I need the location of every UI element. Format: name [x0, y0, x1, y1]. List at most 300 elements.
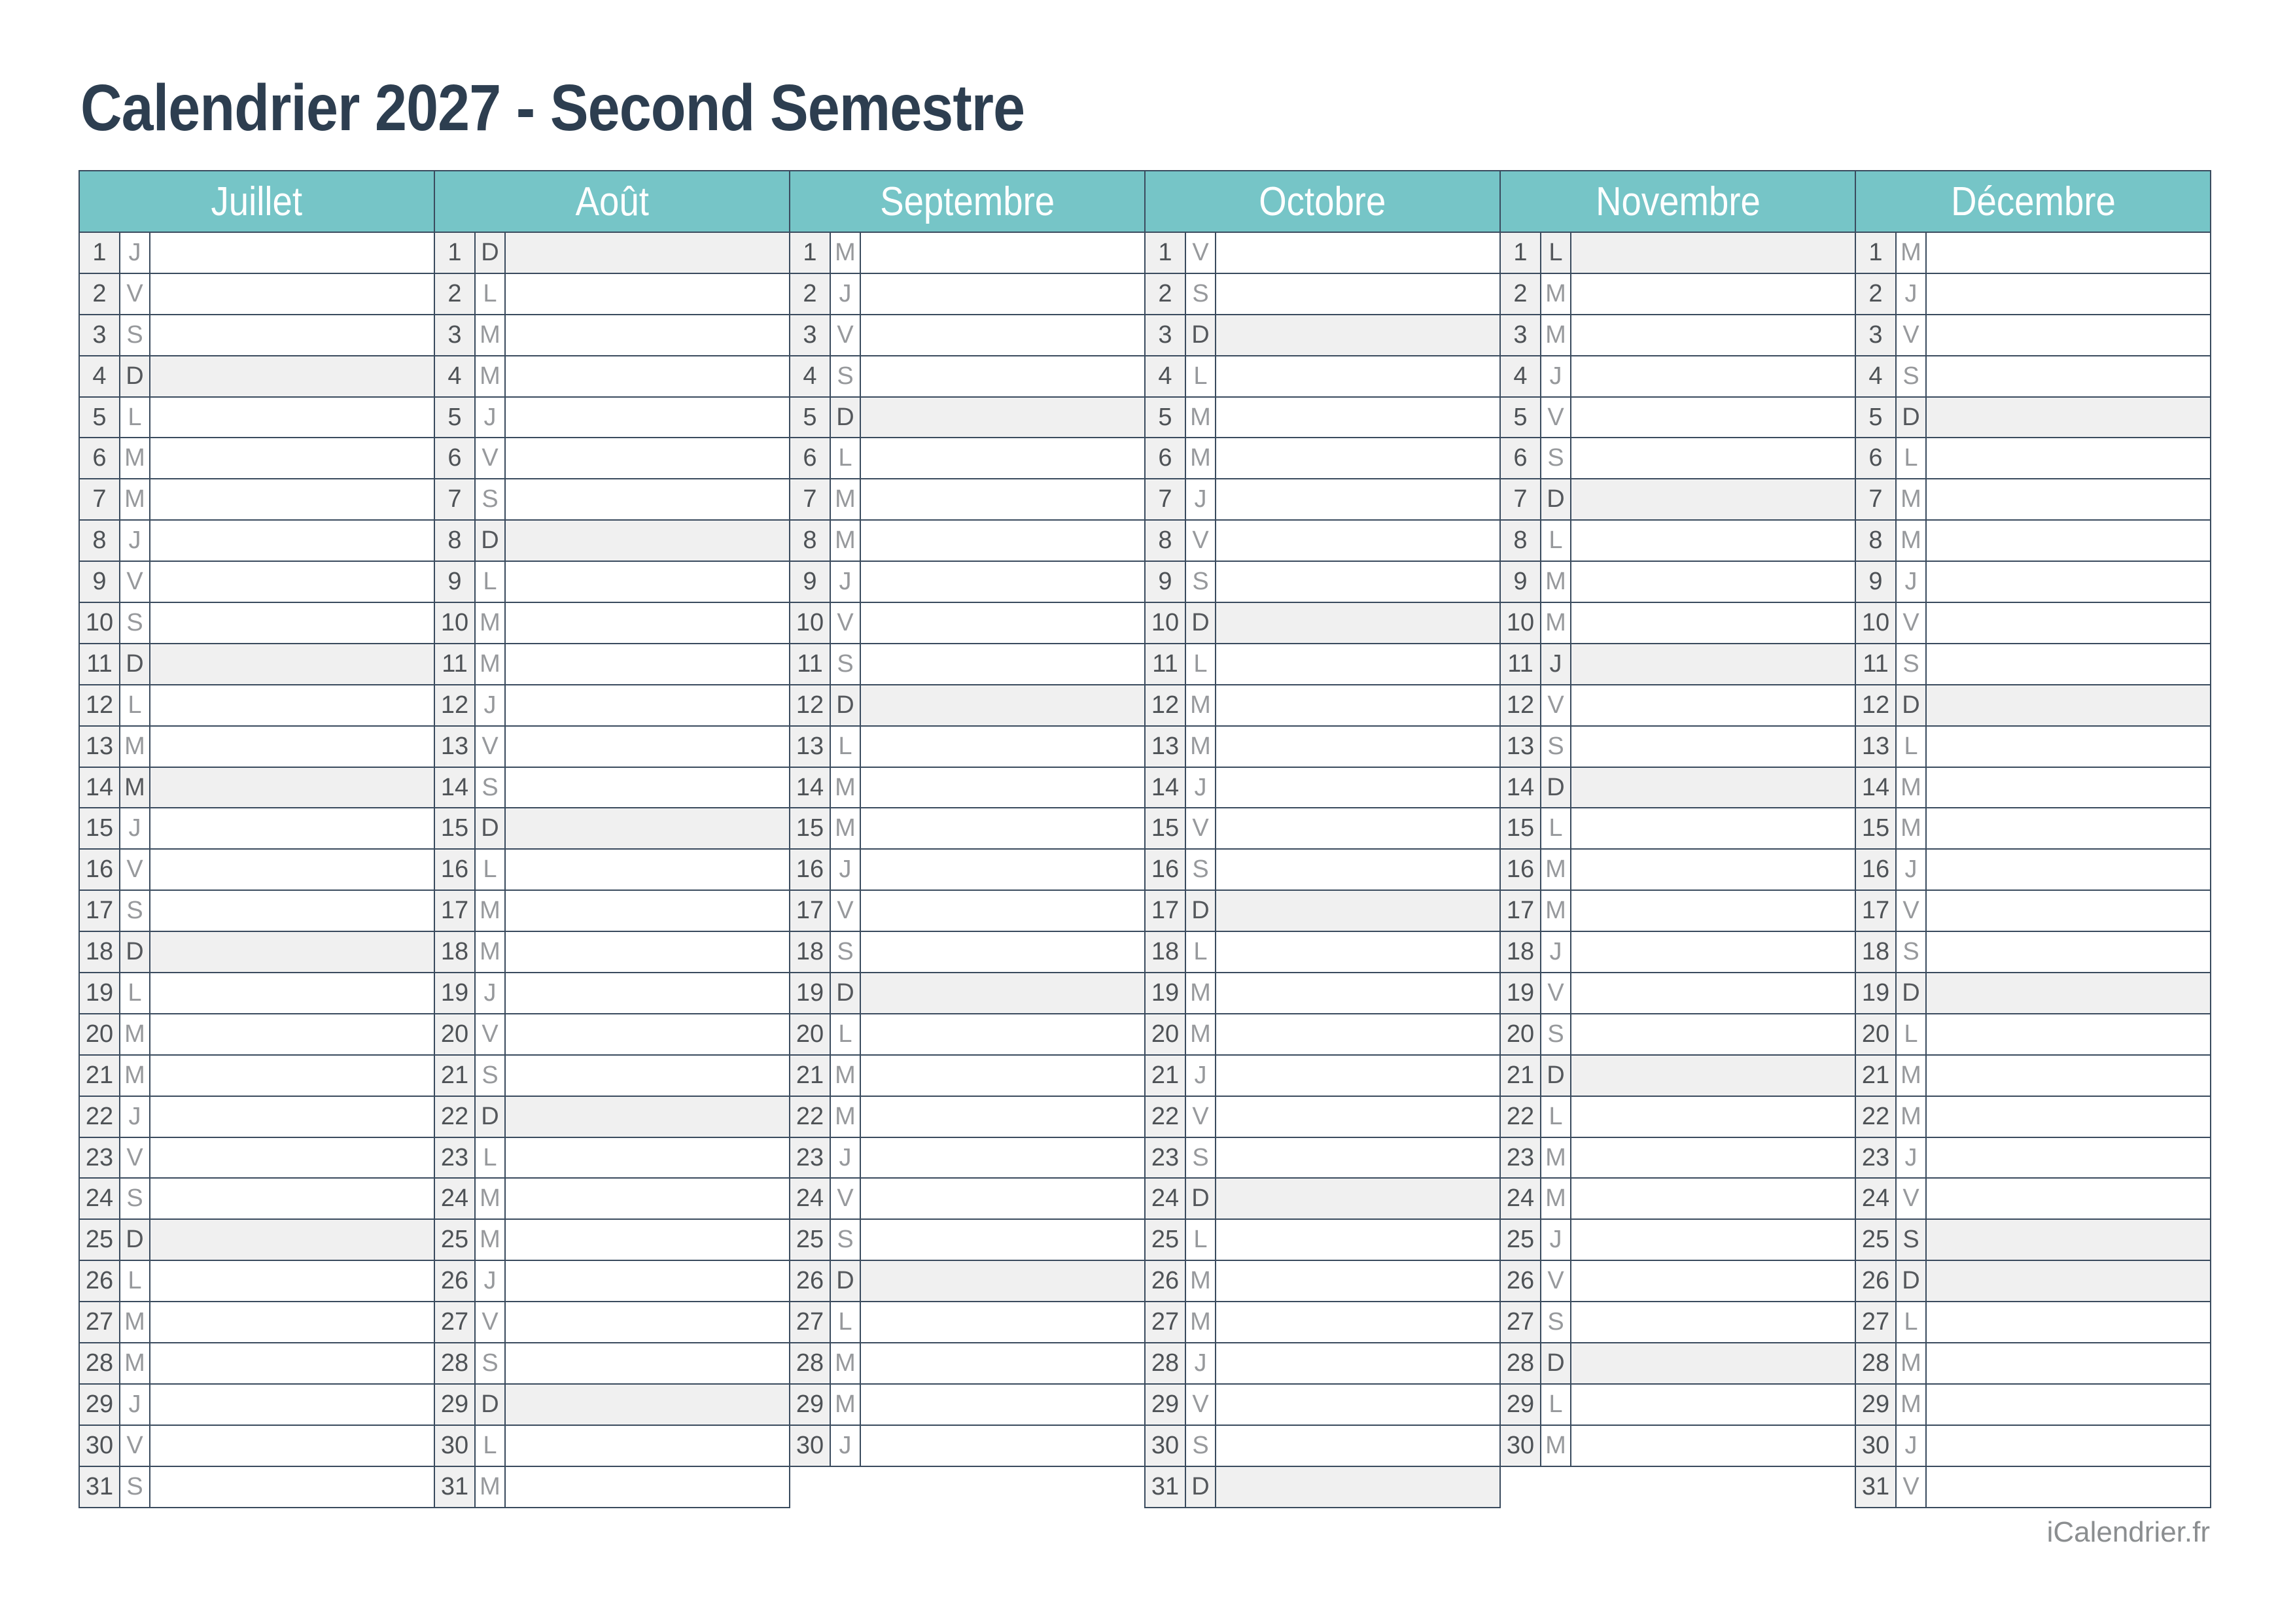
day-row-decembre-6	[1856, 438, 2210, 479]
day-note-area	[1927, 1343, 2210, 1383]
day-note-area	[1216, 808, 1499, 848]
day-note-area	[861, 1302, 1144, 1342]
day-number: 25	[1146, 1220, 1186, 1260]
day-row-octobre-2	[1146, 274, 1499, 315]
day-note-area	[506, 891, 789, 931]
day-note-area	[150, 644, 434, 684]
day-note-area	[1927, 274, 2210, 314]
day-number: 13	[790, 727, 831, 767]
day-number: 10	[1856, 603, 1897, 643]
day-number: 4	[790, 356, 831, 396]
day-note-area	[506, 932, 789, 972]
day-note-area	[1216, 973, 1499, 1013]
day-number: 6	[435, 438, 476, 478]
day-row-decembre-11	[1856, 644, 2210, 685]
day-row-octobre-16	[1146, 850, 1499, 891]
day-letter: D	[1541, 479, 1571, 519]
day-note-area	[150, 808, 434, 848]
day-row-septembre-9	[790, 562, 1144, 603]
day-row-octobre-13	[1146, 727, 1499, 768]
day-number: 3	[80, 315, 120, 355]
day-number: 18	[435, 932, 476, 972]
day-row-decembre-18	[1856, 932, 2210, 973]
day-letter: V	[120, 1138, 150, 1178]
day-row-octobre-9	[1146, 562, 1499, 603]
day-letter: M	[476, 315, 506, 355]
day-number: 5	[435, 398, 476, 438]
day-row-octobre-17	[1146, 891, 1499, 932]
day-number: 20	[1501, 1014, 1541, 1054]
day-row-juillet-25	[80, 1220, 434, 1261]
day-number: 10	[1501, 603, 1541, 643]
day-letter: S	[1897, 644, 1927, 684]
month-name-label: Octobre	[1259, 179, 1386, 224]
day-number: 14	[1501, 768, 1541, 808]
month-juillet	[79, 170, 435, 1508]
day-number: 17	[435, 891, 476, 931]
day-number: 18	[1146, 932, 1186, 972]
day-note-area	[1927, 685, 2210, 725]
day-number: 29	[790, 1385, 831, 1425]
day-note-area	[861, 768, 1144, 808]
day-letter: M	[1541, 1138, 1571, 1178]
day-row-novembre-15	[1501, 808, 1855, 850]
day-letter: V	[1541, 398, 1571, 438]
day-letter: L	[831, 438, 861, 478]
day-number: 11	[1856, 644, 1897, 684]
month-name-label: Novembre	[1595, 179, 1761, 224]
day-number: 7	[80, 479, 120, 519]
day-note-area	[150, 479, 434, 519]
day-number: 5	[1856, 398, 1897, 438]
day-row-septembre-1	[790, 233, 1144, 274]
day-note-area	[506, 850, 789, 890]
day-number: 21	[790, 1056, 831, 1096]
day-note-area	[506, 727, 789, 767]
day-row-aout-26	[435, 1261, 789, 1302]
day-row-aout-16	[435, 850, 789, 891]
day-number: 22	[80, 1097, 120, 1137]
day-row-septembre-28	[790, 1343, 1144, 1385]
day-note-area	[1571, 1261, 1855, 1301]
day-row-novembre-7	[1501, 479, 1855, 521]
day-number: 20	[80, 1014, 120, 1054]
day-letter: D	[831, 1261, 861, 1301]
day-number: 27	[80, 1302, 120, 1342]
day-row-juillet-26	[80, 1261, 434, 1302]
day-note-area	[506, 521, 789, 561]
day-row-octobre-28	[1146, 1343, 1499, 1385]
day-note-area	[1216, 315, 1499, 355]
day-row-aout-13	[435, 727, 789, 768]
month-octobre	[1144, 170, 1501, 1508]
day-row-octobre-6	[1146, 438, 1499, 479]
day-number: 25	[80, 1220, 120, 1260]
day-row-juillet-6	[80, 438, 434, 479]
day-note-area	[1927, 562, 2210, 602]
day-note-area	[506, 1426, 789, 1466]
day-number: 11	[790, 644, 831, 684]
day-number: 21	[1856, 1056, 1897, 1096]
day-number: 26	[80, 1261, 120, 1301]
day-letter: J	[1541, 1220, 1571, 1260]
day-letter: M	[1541, 562, 1571, 602]
day-row-juillet-17	[80, 891, 434, 932]
day-number: 24	[80, 1179, 120, 1218]
day-row-juillet-2	[80, 274, 434, 315]
day-letter: M	[120, 1302, 150, 1342]
day-letter: J	[120, 233, 150, 273]
day-row-septembre-30	[790, 1426, 1144, 1467]
day-number: 13	[1856, 727, 1897, 767]
day-number: 30	[1856, 1426, 1897, 1466]
day-note-area	[1216, 1014, 1499, 1054]
day-number: 11	[435, 644, 476, 684]
day-letter: M	[1186, 438, 1216, 478]
day-number: 4	[1856, 356, 1897, 396]
day-row-juillet-8	[80, 521, 434, 562]
month-decembre	[1855, 170, 2211, 1508]
day-number: 16	[435, 850, 476, 890]
day-row-aout-1	[435, 233, 789, 274]
day-number: 3	[1501, 315, 1541, 355]
day-row-septembre-26	[790, 1261, 1144, 1302]
day-note-area	[1216, 1302, 1499, 1342]
day-note-area	[506, 233, 789, 273]
day-letter: M	[1186, 727, 1216, 767]
day-number: 21	[1146, 1056, 1186, 1096]
day-note-area	[506, 1014, 789, 1054]
day-letter: D	[831, 685, 861, 725]
day-note-area	[1927, 438, 2210, 478]
day-number: 4	[435, 356, 476, 396]
day-number: 27	[1856, 1302, 1897, 1342]
day-note-area	[150, 274, 434, 314]
day-row-decembre-19	[1856, 973, 2210, 1014]
day-number: 19	[1501, 973, 1541, 1013]
day-row-septembre-6	[790, 438, 1144, 479]
day-note-area	[861, 1097, 1144, 1137]
day-number: 9	[1146, 562, 1186, 602]
day-number: 1	[790, 233, 831, 273]
day-row-novembre-5	[1501, 398, 1855, 439]
day-number: 10	[1146, 603, 1186, 643]
day-row-juillet-18	[80, 932, 434, 973]
day-note-area	[1216, 644, 1499, 684]
day-letter: D	[1186, 603, 1216, 643]
day-note-area	[1927, 1138, 2210, 1178]
day-note-area	[1927, 1220, 2210, 1260]
day-note-area	[1571, 1343, 1855, 1383]
day-number: 17	[790, 891, 831, 931]
day-note-area	[1927, 1467, 2210, 1507]
day-letter: M	[1897, 768, 1927, 808]
day-number: 20	[1856, 1014, 1897, 1054]
day-note-area	[1216, 603, 1499, 643]
day-row-decembre-10	[1856, 603, 2210, 644]
day-row-decembre-30	[1856, 1426, 2210, 1467]
month-header-juillet	[80, 170, 434, 233]
day-row-aout-5	[435, 398, 789, 439]
day-number: 23	[435, 1138, 476, 1178]
day-note-area	[1927, 973, 2210, 1013]
day-note-area	[1216, 1385, 1499, 1425]
day-number: 27	[1501, 1302, 1541, 1342]
day-note-area	[1927, 603, 2210, 643]
day-note-area	[506, 1097, 789, 1137]
day-number: 28	[790, 1343, 831, 1383]
day-number: 23	[1501, 1138, 1541, 1178]
day-row-juillet-12	[80, 685, 434, 727]
day-note-area	[1927, 315, 2210, 355]
day-row-decembre-21	[1856, 1056, 2210, 1097]
day-letter: J	[1897, 562, 1927, 602]
day-row-octobre-21	[1146, 1056, 1499, 1097]
day-row-septembre-13	[790, 727, 1144, 768]
day-number: 11	[1501, 644, 1541, 684]
day-number: 19	[435, 973, 476, 1013]
day-note-area	[150, 1261, 434, 1301]
day-row-septembre-7	[790, 479, 1144, 521]
day-row-octobre-15	[1146, 808, 1499, 850]
day-row-decembre-15	[1856, 808, 2210, 850]
day-note-area	[1927, 1056, 2210, 1096]
day-letter: L	[1541, 1385, 1571, 1425]
day-row-juillet-29	[80, 1385, 434, 1426]
day-letter: V	[831, 603, 861, 643]
day-number: 15	[1856, 808, 1897, 848]
day-letter: M	[120, 438, 150, 478]
day-letter: M	[120, 1056, 150, 1096]
day-note-area	[1216, 685, 1499, 725]
day-row-octobre-4	[1146, 356, 1499, 398]
day-letter: S	[120, 603, 150, 643]
day-row-octobre-7	[1146, 479, 1499, 521]
day-row-novembre-27	[1501, 1302, 1855, 1343]
day-number: 26	[435, 1261, 476, 1301]
day-row-juillet-3	[80, 315, 434, 356]
day-letter: D	[1186, 1467, 1216, 1507]
day-letter: S	[476, 1056, 506, 1096]
day-number: 17	[1501, 891, 1541, 931]
day-row-decembre-31	[1856, 1467, 2210, 1508]
day-note-area	[1216, 768, 1499, 808]
day-letter: L	[120, 973, 150, 1013]
day-letter: S	[1186, 1426, 1216, 1466]
day-number: 10	[435, 603, 476, 643]
day-note-area	[861, 233, 1144, 273]
day-letter: L	[1541, 808, 1571, 848]
day-note-area	[1927, 808, 2210, 848]
day-letter: D	[1186, 315, 1216, 355]
day-letter: J	[1897, 1138, 1927, 1178]
day-row-novembre-16	[1501, 850, 1855, 891]
day-row-decembre-20	[1856, 1014, 2210, 1056]
day-row-decembre-26	[1856, 1261, 2210, 1302]
day-letter: D	[120, 932, 150, 972]
day-letter: V	[1541, 685, 1571, 725]
day-letter: V	[120, 274, 150, 314]
day-number: 16	[80, 850, 120, 890]
day-note-area	[506, 356, 789, 396]
day-note-area	[861, 479, 1144, 519]
day-note-area	[1571, 356, 1855, 396]
day-note-area	[506, 768, 789, 808]
day-note-area	[1216, 1343, 1499, 1383]
day-note-area	[861, 562, 1144, 602]
day-row-decembre-1	[1856, 233, 2210, 274]
day-row-octobre-12	[1146, 685, 1499, 727]
day-letter: V	[120, 1426, 150, 1466]
day-note-area	[1927, 644, 2210, 684]
month-name-label: Août	[575, 179, 649, 224]
day-number: 9	[435, 562, 476, 602]
day-letter: J	[1541, 356, 1571, 396]
day-note-area	[150, 1179, 434, 1218]
day-number: 28	[435, 1343, 476, 1383]
day-number: 22	[1501, 1097, 1541, 1137]
day-note-area	[506, 973, 789, 1013]
day-number: 12	[435, 685, 476, 725]
day-row-octobre-30	[1146, 1426, 1499, 1467]
day-row-aout-15	[435, 808, 789, 850]
day-row-decembre-7	[1856, 479, 2210, 521]
day-note-area	[861, 932, 1144, 972]
day-note-area	[861, 1179, 1144, 1218]
day-number: 24	[790, 1179, 831, 1218]
day-row-aout-24	[435, 1179, 789, 1220]
day-note-area	[1927, 1014, 2210, 1054]
day-row-novembre-24	[1501, 1179, 1855, 1220]
day-note-area	[150, 932, 434, 972]
day-note-area	[1216, 479, 1499, 519]
day-number: 15	[1501, 808, 1541, 848]
day-row-decembre-24	[1856, 1179, 2210, 1220]
day-row-octobre-20	[1146, 1014, 1499, 1056]
day-row-novembre-19	[1501, 973, 1855, 1014]
day-row-novembre-23	[1501, 1138, 1855, 1179]
day-row-novembre-22	[1501, 1097, 1855, 1138]
day-note-area	[150, 891, 434, 931]
day-row-septembre-3	[790, 315, 1144, 356]
day-number: 28	[1501, 1343, 1541, 1383]
day-row-novembre-29	[1501, 1385, 1855, 1426]
day-row-juillet-16	[80, 850, 434, 891]
day-number: 18	[1856, 932, 1897, 972]
day-row-septembre-21	[790, 1056, 1144, 1097]
day-number: 28	[80, 1343, 120, 1383]
day-letter: V	[120, 562, 150, 602]
day-number: 12	[80, 685, 120, 725]
day-letter: D	[1186, 891, 1216, 931]
day-letter: M	[831, 1097, 861, 1137]
day-row-aout-3	[435, 315, 789, 356]
day-letter: M	[1541, 891, 1571, 931]
day-number: 24	[1146, 1179, 1186, 1218]
day-number: 17	[1146, 891, 1186, 931]
day-row-decembre-29	[1856, 1385, 2210, 1426]
day-number: 5	[1146, 398, 1186, 438]
day-note-area	[861, 727, 1144, 767]
day-note-area	[1927, 850, 2210, 890]
day-note-area	[861, 1385, 1144, 1425]
day-letter: L	[1541, 521, 1571, 561]
day-letter: S	[1186, 850, 1216, 890]
day-note-area	[1927, 356, 2210, 396]
day-note-area	[150, 521, 434, 561]
day-letter: J	[1897, 1426, 1927, 1466]
day-note-area	[861, 1426, 1144, 1466]
day-note-area	[861, 603, 1144, 643]
day-number: 11	[1146, 644, 1186, 684]
day-letter: V	[831, 315, 861, 355]
day-letter: L	[1897, 1014, 1927, 1054]
day-letter: V	[1186, 808, 1216, 848]
day-note-area	[506, 1138, 789, 1178]
day-note-area	[1571, 727, 1855, 767]
day-row-decembre-25	[1856, 1220, 2210, 1261]
day-note-area	[1571, 1056, 1855, 1096]
day-row-juillet-24	[80, 1179, 434, 1220]
day-letter: M	[1186, 1261, 1216, 1301]
day-letter: D	[120, 356, 150, 396]
day-number: 26	[1146, 1261, 1186, 1301]
day-note-area	[150, 850, 434, 890]
day-number: 3	[435, 315, 476, 355]
day-number: 18	[80, 932, 120, 972]
day-letter: M	[1897, 1343, 1927, 1383]
day-number: 8	[790, 521, 831, 561]
day-note-area	[150, 1343, 434, 1383]
day-number: 5	[80, 398, 120, 438]
day-note-area	[1216, 1220, 1499, 1260]
day-letter: M	[1186, 685, 1216, 725]
day-number: 22	[790, 1097, 831, 1137]
day-number: 26	[1501, 1261, 1541, 1301]
day-letter: M	[1186, 398, 1216, 438]
day-number: 7	[435, 479, 476, 519]
day-letter: L	[1541, 233, 1571, 273]
calendar-table	[79, 170, 2211, 1508]
day-row-decembre-14	[1856, 768, 2210, 809]
day-note-area	[1216, 521, 1499, 561]
month-septembre	[789, 170, 1146, 1467]
day-letter: J	[831, 562, 861, 602]
day-row-decembre-2	[1856, 274, 2210, 315]
day-letter: J	[831, 1426, 861, 1466]
day-row-aout-11	[435, 644, 789, 685]
day-number: 27	[435, 1302, 476, 1342]
month-name-label: Décembre	[1950, 179, 2116, 224]
day-letter: J	[1186, 1056, 1216, 1096]
day-note-area	[150, 356, 434, 396]
day-note-area	[1216, 891, 1499, 931]
day-row-juillet-10	[80, 603, 434, 644]
day-note-area	[150, 1302, 434, 1342]
day-note-area	[1216, 1261, 1499, 1301]
day-row-aout-28	[435, 1343, 789, 1385]
day-note-area	[150, 603, 434, 643]
day-note-area	[1571, 1179, 1855, 1218]
day-number: 20	[435, 1014, 476, 1054]
day-letter: V	[476, 438, 506, 478]
day-number: 30	[1146, 1426, 1186, 1466]
day-note-area	[150, 315, 434, 355]
day-number: 31	[80, 1467, 120, 1507]
day-number: 6	[1501, 438, 1541, 478]
day-note-area	[861, 1261, 1144, 1301]
day-row-novembre-10	[1501, 603, 1855, 644]
